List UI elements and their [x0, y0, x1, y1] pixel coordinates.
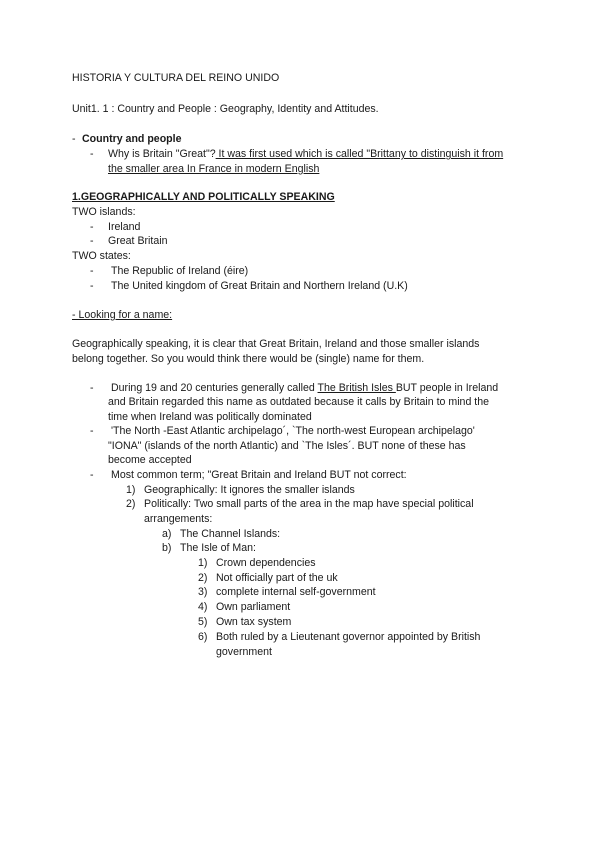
list-item: Geographically: It ignores the smaller islands: [144, 484, 355, 496]
question-text: [108, 147, 503, 162]
two-islands-label: TWO islands:: [72, 206, 136, 218]
list-item-continued: become accepted: [108, 454, 192, 466]
list-item: complete internal self-government: [216, 586, 376, 598]
list-item: Own tax system: [216, 616, 292, 628]
list-item: The United kingdom of Great Britain and Northern Ireland (U.K): [111, 280, 408, 292]
list-item-continued: government: [216, 646, 272, 658]
list-item: Own parliament: [216, 601, 291, 613]
bullet-dash: -: [90, 265, 94, 277]
section-heading-name: - Looking for a name:: [72, 309, 173, 321]
list-item: Not officially part of the uk: [216, 572, 338, 584]
section-heading-country: Country and people: [82, 133, 182, 145]
list-item: Politically: Two small parts of the area in the map have special political: [144, 498, 474, 510]
document-title: HISTORIA Y CULTURA DEL REINO UNIDO: [72, 72, 280, 84]
bullet-dash: -: [90, 221, 94, 233]
bullet-dash: -: [90, 469, 94, 481]
list-number: 2): [198, 572, 208, 584]
list-item: 'The North -East Atlantic archipelago´, `The north-west European archipelago': [111, 425, 475, 437]
question-label: Why is Britain "Great"?: [108, 148, 216, 160]
two-states-label: TWO states:: [72, 250, 131, 262]
list-number: 1): [198, 557, 208, 569]
list-letter: b): [162, 542, 172, 554]
paragraph: Geographically speaking, it is clear that Great Britain, Ireland and those smaller islands: [72, 338, 480, 350]
list-number: 1): [126, 484, 136, 496]
answer-text: It was first used which is called "Brittany to distinguish it from: [215, 148, 504, 160]
list-item-continued: time when Ireland was politically dominated: [108, 411, 312, 423]
paragraph-continued: belong together. So you would think there would be (single) name for them.: [72, 353, 425, 365]
list-item-continued: arrangements:: [144, 513, 213, 525]
list-item: [111, 381, 498, 396]
list-number: 4): [198, 601, 208, 613]
list-item-continued: "IONA" (islands of the north Atlantic) and `The Isles´. BUT none of these has: [108, 440, 466, 452]
list-item-text: BUT people in Ireland: [395, 382, 499, 394]
list-item: The Republic of Ireland (éire): [111, 265, 249, 277]
list-item-continued: and Britain regarded this name as outdated because it calls by Britain to mind the: [108, 396, 490, 408]
bullet-dash: -: [90, 425, 94, 437]
list-number: 2): [126, 498, 136, 510]
list-letter: a): [162, 528, 172, 540]
list-number: 5): [198, 616, 208, 628]
unit-heading: Unit1. 1 : Country and People : Geography, Identity and Attitudes.: [72, 103, 379, 115]
section-heading-geography: 1.GEOGRAPHICALLY AND POLITICALLY SPEAKING: [72, 191, 335, 203]
list-number: 6): [198, 631, 208, 643]
bullet-dash: -: [90, 382, 94, 394]
bullet-dash: -: [90, 235, 94, 247]
bullet-dash: -: [90, 280, 94, 292]
bullet-dash: -: [72, 133, 76, 145]
list-item: Most common term; "Great Britain and Ireland BUT not correct:: [111, 469, 407, 481]
answer-text-continued: the smaller area In France in modern English: [108, 163, 320, 175]
list-item: Ireland: [108, 221, 141, 233]
list-item: Crown dependencies: [216, 557, 316, 569]
list-number: 3): [198, 586, 208, 598]
list-item: Both ruled by a Lieutenant governor appointed by British: [216, 631, 481, 643]
list-item: The Channel Islands:: [180, 528, 281, 540]
list-item: Great Britain: [108, 235, 168, 247]
list-item: The Isle of Man:: [180, 542, 256, 554]
bullet-dash: -: [90, 148, 94, 160]
list-item-text: During 19 and 20 centuries generally called: [111, 382, 318, 394]
british-isles-term: The British Isles: [317, 382, 396, 394]
